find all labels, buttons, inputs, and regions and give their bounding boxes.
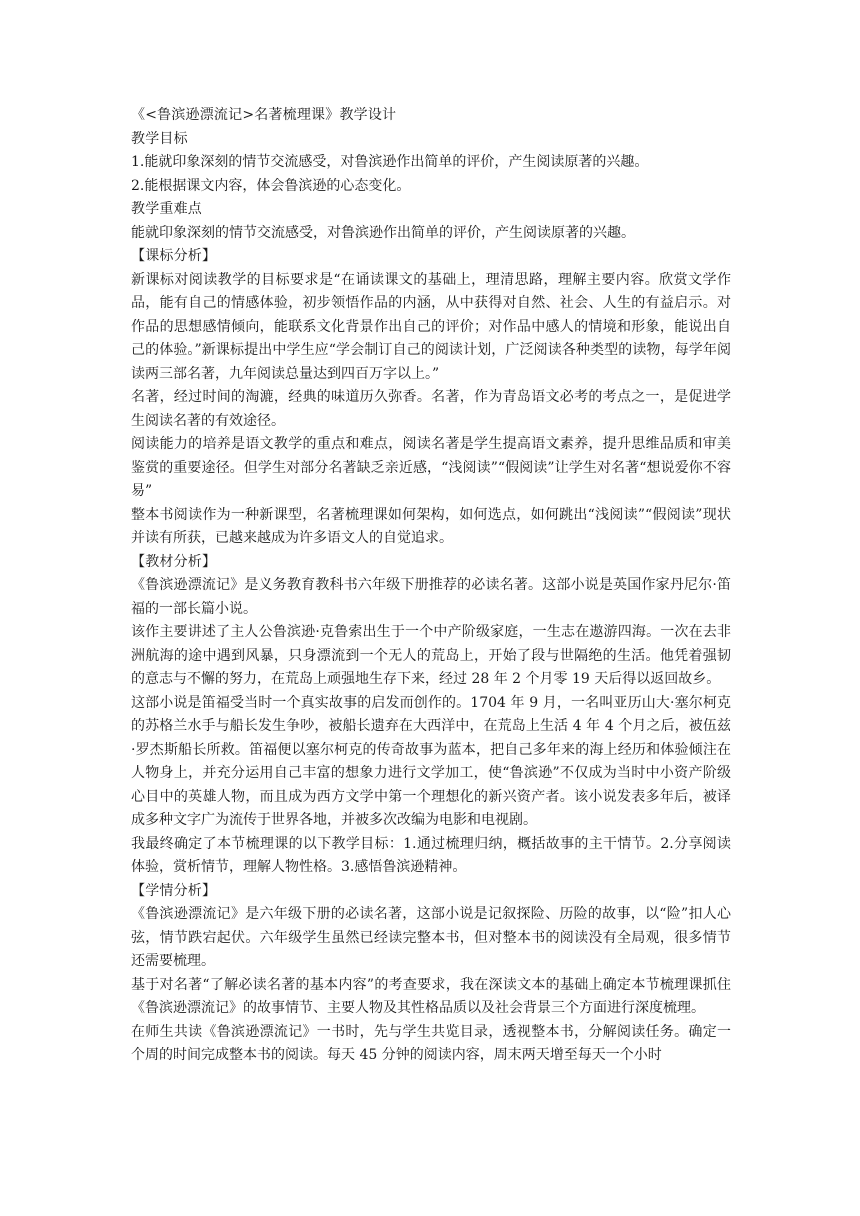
paragraph: 整本书阅读作为一种新课型，名著梳理课如何架构，如何选点，如何跳出“浅阅读”“假阅读”现状并读有所获，已越来越成为许多语文人的自觉追求。 — [131, 506, 731, 546]
document-page — [131, 104, 731, 1068]
goals-heading: 教学目标 — [131, 130, 188, 147]
paragraph: 该作主要讲述了主人公鲁滨逊·克鲁索出生于一个中产阶级家庭，一生志在遨游四海。一次在去非洲航海的途中遇到风暴，只身漂流到一个无人的荒岛上，开始了段与世隔绝的生活。他凭着强韧的意志与不懈的努力，在荒岛上顽强地生存下来，经过 28 年 2 个月零 19 天后得以返回故乡。 — [131, 624, 731, 687]
textbook-heading: 【教材分析】 — [131, 553, 217, 570]
key-points-heading: 教学重难点 — [131, 201, 202, 217]
paragraph: 在师生共读《鲁滨逊漂流记》一书时，先与学生共览目录，透视整本书，分解阅读任务。确定一个周的时间完成整本书的阅读。每天 45 分钟的阅读内容，周末两天增至每天一个小时 — [131, 1023, 731, 1063]
paragraph: 《鲁滨逊漂流记》是义务教育教科书六年级下册推荐的必读名著。这部小说是英国作家丹尼尔·笛福的一部长篇小说。 — [131, 577, 731, 617]
paragraph: 基于对名著“了解必读名著的基本内容”的考查要求，我在深读文本的基础上确定本节梳理课抓住《鲁滨逊漂流记》的故事情节、主要人物及其性格品质以及社会背景三个方面进行深度梳理。 — [131, 976, 731, 1016]
curriculum-heading: 【课标分析】 — [131, 248, 217, 264]
document-title: 《<鲁滨逊漂流记>名著梳理课》教学设计 — [131, 107, 397, 123]
paragraph: 这部小说是笛福受当时一个真实故事的启发而创作的。1704 年 9 月，一名叫亚历山大·塞尔柯克的苏格兰水手与船长发生争吵，被船长遗弃在大西洋中，在荒岛上生活 4 年 4 个月之后，被伍兹·罗杰斯船长所救。笛福便以塞尔柯克的传奇故事为蓝本，把自己多年来的海上经历和体验倾注在人物身上，并充分运用自己丰富的想象力进行文学加工，使“鲁滨逊”不仅成为当时中小资产阶级心目中的英雄人物，而且成为西方文学中第一个理想化的新兴资产者。该小说发表多年后，被译成多种文字广为流传于世界各地，并被多次改编为电影和电视剧。 — [131, 694, 731, 828]
paragraph: 名著，经过时间的淘漉，经典的味道历久弥香。名著，作为青岛语文必考的考点之一，是促进学生阅读名著的有效途径。 — [131, 389, 731, 429]
paragraph: 阅读能力的培养是语文教学的重点和难点，阅读名著是学生提高语文素养，提升思维品质和审美鉴赏的重要途径。但学生对部分名著缺乏亲近感，“浅阅读”“假阅读”让学生对名著“想说爱你不容易” — [131, 436, 731, 499]
goal-item: 2.能根据课文内容，体会鲁滨逊的心态变化。 — [131, 177, 411, 194]
learner-heading: 【学情分析】 — [131, 882, 217, 899]
goal-item: 1.能就印象深刻的情节交流感受，对鲁滨逊作出简单的评价，产生阅读原著的兴趣。 — [131, 154, 649, 170]
paragraph: 新课标对阅读教学的目标要求是“在诵读课文的基础上，理清思路，理解主要内容。欣赏文学作品，能有自己的情感体验，初步领悟作品的内涵，从中获得对自然、社会、人生的有益启示。对作品的思想感情倾向，能联系文化背景作出自己的评价；对作品中感人的情境和形象，能说出自己的体验。”新课标提出中学生应“学会制订自己的阅读计划，广泛阅读各种类型的读物，每学年阅读两三部名著，九年阅读总量达到四百万字以上。” — [131, 271, 731, 382]
key-points-text: 能就印象深刻的情节交流感受，对鲁滨逊作出简单的评价，产生阅读原著的兴趣。 — [131, 224, 635, 241]
paragraph: 我最终确定了本节梳理课的以下教学目标：1.通过梳理归纳，概括故事的主干情节。2.分享阅读体验，赏析情节，理解人物性格。3.感悟鲁滨逊精神。 — [131, 835, 731, 875]
paragraph: 《鲁滨逊漂流记》是六年级下册的必读名著，这部小说是记叙探险、历险的故事，以“险”扣人心弦，情节跌宕起伏。六年级学生虽然已经读完整本书，但对整本书的阅读没有全局观，很多情节还需要梳理。 — [131, 906, 731, 969]
